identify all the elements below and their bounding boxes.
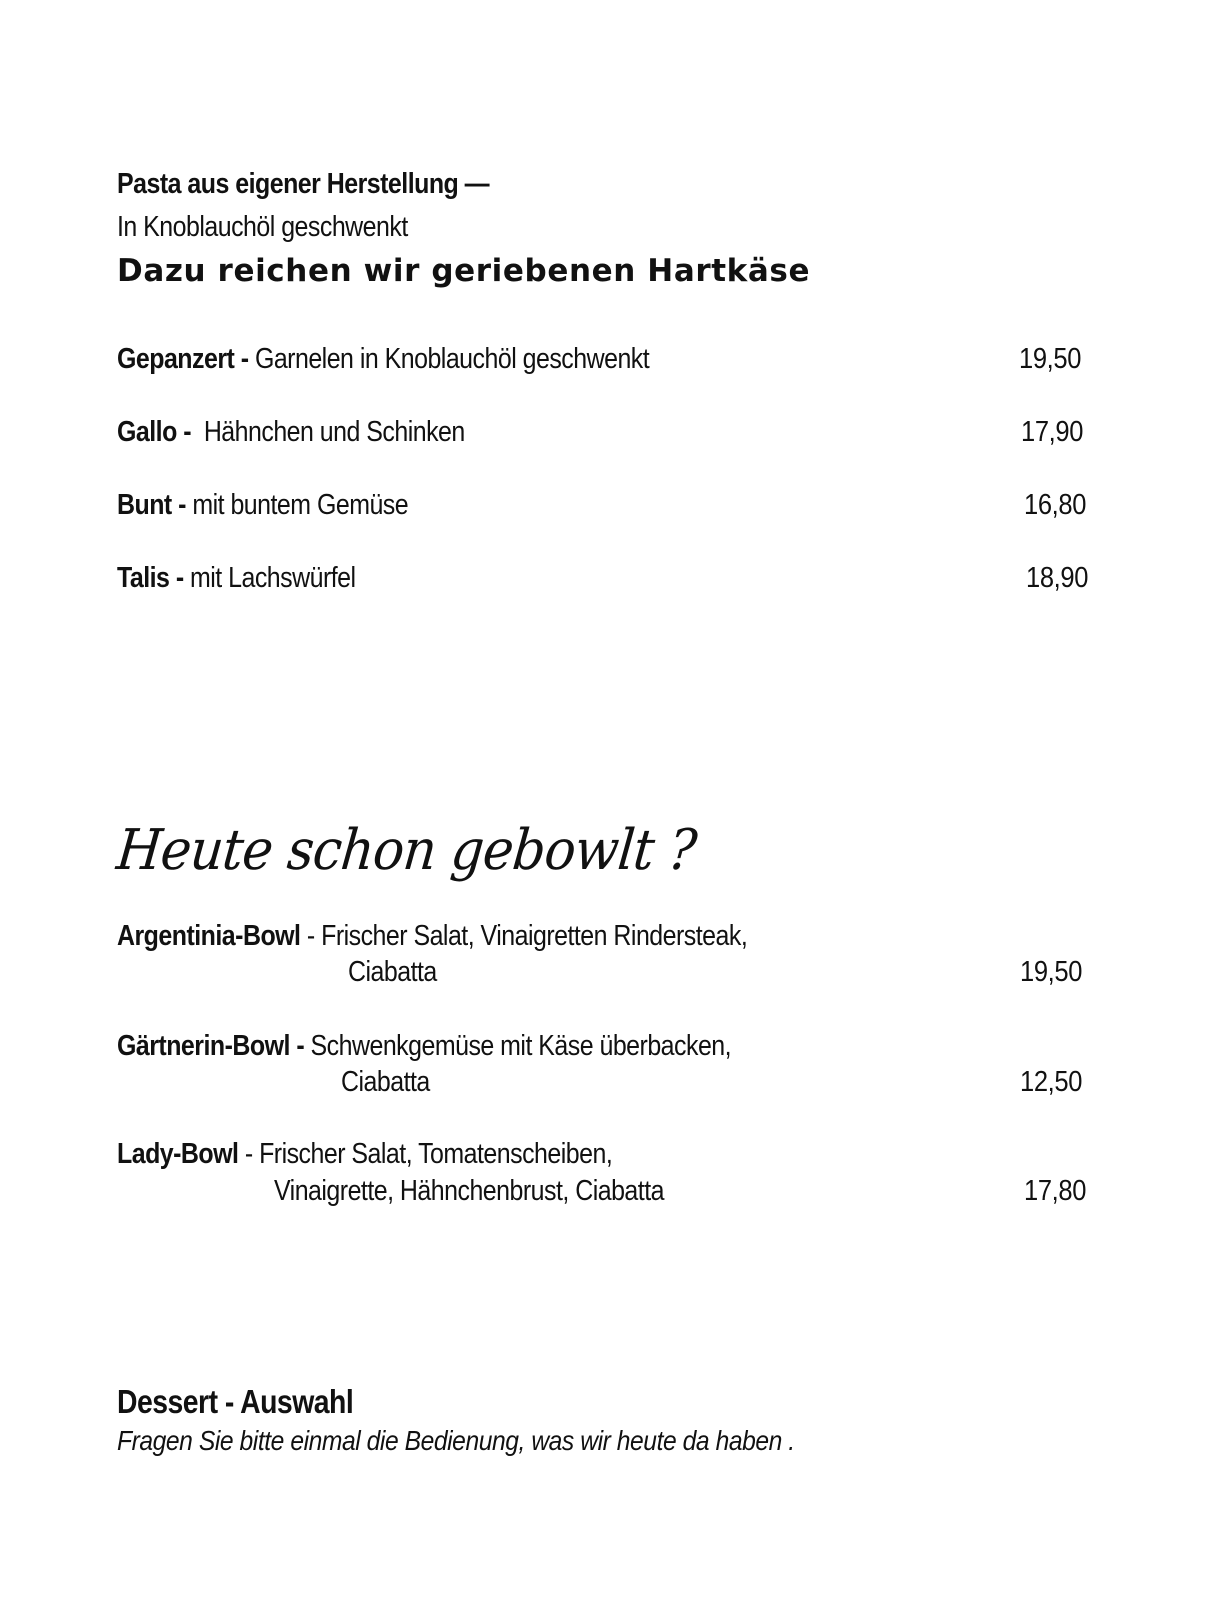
bowl-item-desc-line2: Ciabatta xyxy=(348,956,437,988)
bowl-item-price: 12,50 xyxy=(1020,1066,1083,1098)
dessert-title: Dessert - Auswahl xyxy=(117,1383,354,1420)
pasta-item xyxy=(117,489,408,522)
dessert-note: Fragen Sie bitte einmal die Bedienung, was wir heute da haben . xyxy=(117,1425,795,1456)
bowl-item-desc: Frischer Salat, Tomatenscheiben, xyxy=(259,1138,613,1170)
bowl-item-name: Lady-Bowl xyxy=(117,1138,239,1170)
pasta-item-name: Talis - xyxy=(117,562,184,594)
pasta-item-price: 19,50 xyxy=(1019,343,1082,375)
bowl-item-desc: Frischer Salat, Vinaigretten Rindersteak, xyxy=(321,920,748,952)
pasta-item-price: 16,80 xyxy=(1024,489,1087,521)
bowl-item-separator: - xyxy=(300,920,322,952)
pasta-item-desc: Garnelen in Knoblauchöl geschwenkt xyxy=(248,343,650,375)
bowls-heading: Heute schon gebowlt ? xyxy=(113,818,699,883)
pasta-item xyxy=(117,562,356,595)
bowl-item-name: Gärtnerin-Bowl - xyxy=(117,1030,305,1062)
bowl-item-price: 19,50 xyxy=(1020,956,1083,988)
bowl-item-separator: - xyxy=(238,1138,260,1170)
pasta-item xyxy=(117,416,465,449)
bowl-item-price: 17,80 xyxy=(1024,1175,1087,1207)
bowl-item xyxy=(117,1138,612,1171)
bowl-item-desc-line2: Ciabatta xyxy=(341,1066,430,1098)
bowl-item-desc: Schwenkgemüse mit Käse überbacken, xyxy=(310,1030,732,1062)
pasta-section-title: Pasta aus eigener Herstellung — xyxy=(117,168,490,200)
pasta-cheese-note: Dazu reichen wir geriebenen Hartkäse xyxy=(117,253,811,289)
pasta-item-name: Bunt - xyxy=(117,489,186,521)
pasta-item-desc: mit Lachswürfel xyxy=(183,562,356,594)
pasta-item-price: 18,90 xyxy=(1026,562,1089,594)
pasta-item xyxy=(117,343,649,376)
pasta-item-name: Gallo - xyxy=(117,416,191,448)
pasta-item-desc: mit buntem Gemüse xyxy=(185,489,409,521)
pasta-section-subtitle: In Knoblauchöl geschwenkt xyxy=(117,211,408,243)
bowl-item-name: Argentinia-Bowl xyxy=(117,920,301,952)
pasta-item-price: 17,90 xyxy=(1021,416,1084,448)
bowl-item-desc-line2: Vinaigrette, Hähnchenbrust, Ciabatta xyxy=(274,1175,664,1207)
pasta-item-name: Gepanzert - xyxy=(117,343,249,375)
bowl-item xyxy=(117,1030,731,1063)
bowl-item xyxy=(117,920,747,953)
pasta-item-desc: Hähnchen und Schinken xyxy=(190,416,465,448)
